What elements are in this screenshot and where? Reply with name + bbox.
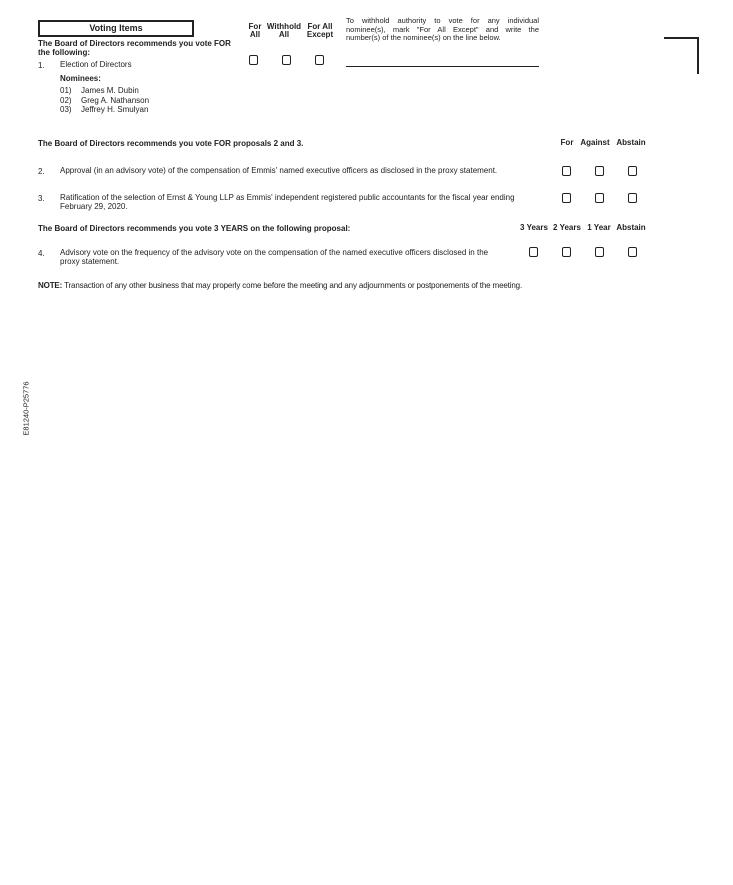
nominees-heading: Nominees:	[60, 74, 101, 83]
note-label: NOTE:	[38, 281, 63, 290]
nominee-row	[60, 96, 150, 105]
nominee-name: Greg A. Nathanson	[81, 96, 150, 105]
nominee-row	[60, 105, 149, 114]
checkbox-proposal-3-against[interactable]	[595, 193, 604, 203]
checkbox-proposal-4-1-year[interactable]	[595, 247, 604, 257]
corner-crop-mark	[664, 37, 699, 74]
col-header-against: Against	[580, 138, 610, 147]
checkbox-proposal-3-for[interactable]	[562, 193, 571, 203]
nominee-number: 02)	[60, 96, 72, 105]
checkbox-proposal-4-3-years[interactable]	[529, 247, 538, 257]
checkbox-proposal-2-abstain[interactable]	[628, 166, 637, 176]
col-header-withhold-all: Withhold All	[266, 22, 302, 39]
col-header-1-year: 1 Year	[587, 223, 611, 232]
checkbox-proposal-2-for[interactable]	[562, 166, 571, 176]
nominee-name: Jeffrey H. Smulyan	[81, 105, 149, 114]
col-header-abstain: Abstain	[616, 138, 646, 147]
withhold-instructions: To withhold authority to vote for any individual nominee(s), mark "For All Except" and write the number(s) of the nominee(s) on the line below.	[346, 16, 539, 42]
election-label: Election of Directors	[60, 60, 132, 69]
proposal-number: 2.	[38, 167, 45, 176]
proposal-text: Ratification of the selection of Ernst & Young LLP as Emmis' independent registered public accountants for the fiscal year ending February 29, 2020.	[60, 193, 515, 211]
checkbox-for-all[interactable]	[249, 55, 258, 65]
checkbox-proposal-4-2-years[interactable]	[562, 247, 571, 257]
nominee-number: 03)	[60, 105, 72, 114]
section-title: Voting Items	[89, 23, 143, 33]
note	[38, 281, 522, 290]
nominee-row	[60, 86, 139, 95]
checkbox-for-all-except[interactable]	[315, 55, 324, 65]
proposal-text: Approval (in an advisory vote) of the compensation of Emmis' named executive officers as disclosed in the proxy statement.	[60, 166, 498, 175]
col-header-2-years: 2 Years	[553, 223, 581, 232]
note-text: Transaction of any other business that may properly come before the meeting and any adjournments or postponements of the meeting.	[64, 281, 523, 290]
proposals-heading: The Board of Directors recommends you vote FOR proposals 2 and 3.	[38, 139, 304, 148]
col-header-for-all: For All	[248, 22, 262, 39]
col-header-for: For	[560, 138, 574, 147]
director-recommendation: The Board of Directors recommends you vote FOR the following:	[38, 39, 231, 57]
checkbox-proposal-3-abstain[interactable]	[628, 193, 637, 203]
checkbox-proposal-4-abstain[interactable]	[628, 247, 637, 257]
proposal-text: Advisory vote on the frequency of the advisory vote on the compensation of the named executive officers disclosed in the proxy statement.	[60, 248, 489, 266]
checkbox-proposal-2-against[interactable]	[595, 166, 604, 176]
col-header-for-all-except: For All Except	[306, 22, 334, 39]
frequency-heading: The Board of Directors recommends you vote 3 YEARS on the following proposal:	[38, 224, 351, 233]
proposal-number: 3.	[38, 194, 45, 203]
election-number: 1.	[38, 61, 45, 70]
nominee-name: James M. Dubin	[81, 86, 139, 95]
side-code: E81240-P25776	[21, 381, 31, 436]
proposal-number: 4.	[38, 249, 45, 258]
nominee-number: 01)	[60, 86, 72, 95]
section-title-box	[38, 20, 194, 37]
nominee-number-write-in-line[interactable]	[346, 66, 539, 67]
col-header-abstain: Abstain	[616, 223, 646, 232]
col-header-3-years: 3 Years	[520, 223, 548, 232]
checkbox-withhold-all[interactable]	[282, 55, 291, 65]
